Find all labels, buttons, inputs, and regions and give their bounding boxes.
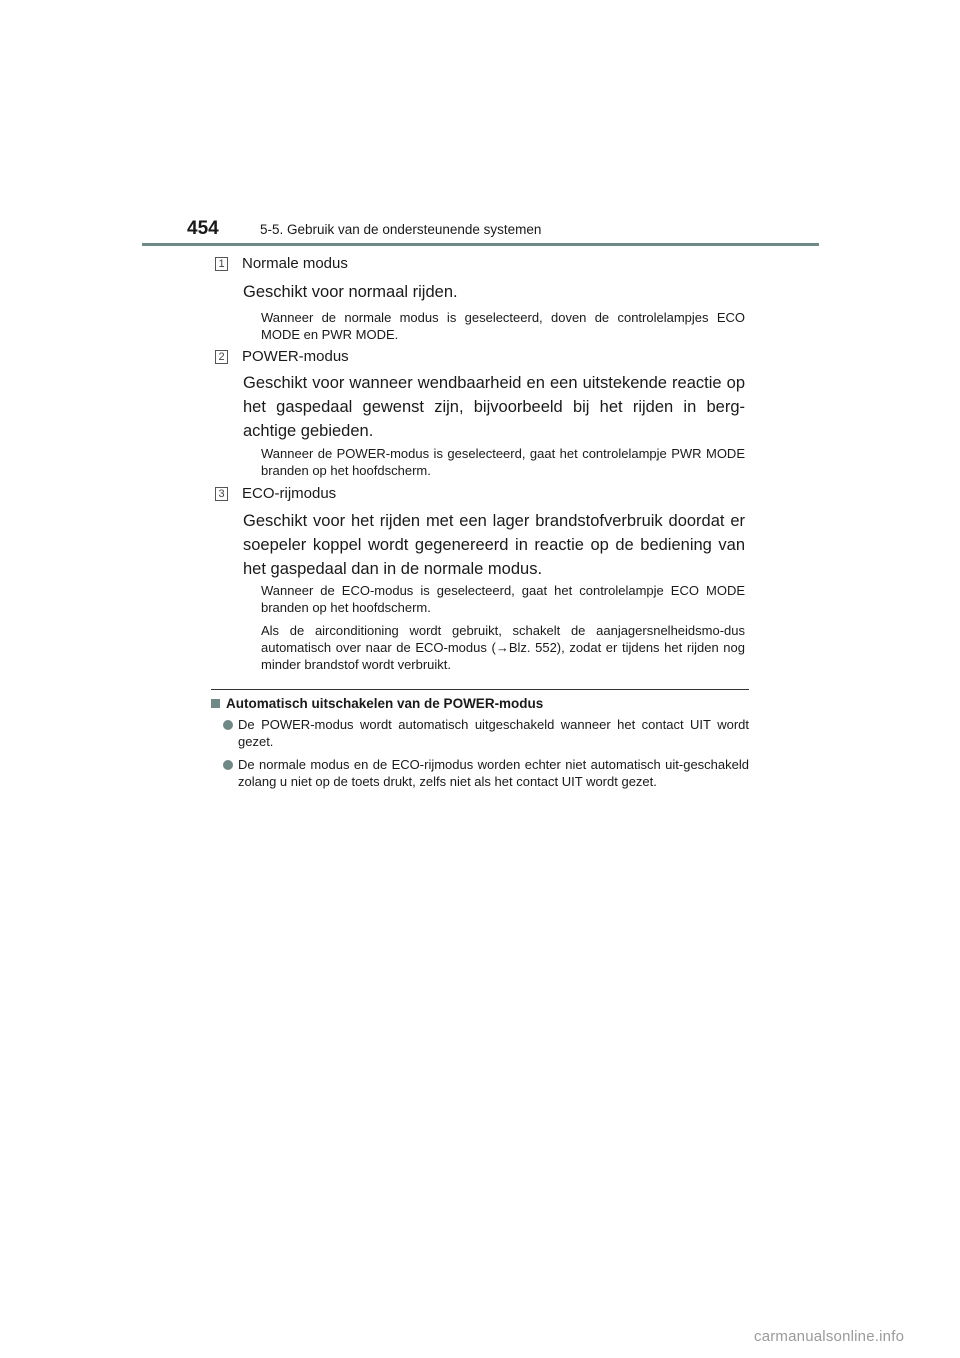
watermark: carmanualsonline.info (754, 1328, 905, 1345)
header-divider (142, 243, 819, 246)
circle-bullet-icon (223, 760, 233, 770)
item-2-heading (215, 348, 349, 365)
item-2-title: POWER-modus (242, 348, 349, 365)
number-1-icon: 1 (215, 257, 228, 271)
bullet-item-1 (223, 716, 749, 750)
number-2-icon: 2 (215, 350, 228, 364)
subsection-title: Automatisch uitschakelen van de POWER-modus (226, 696, 544, 711)
square-bullet-icon (211, 699, 220, 708)
item-1-description: Geschikt voor normaal rijden. (243, 283, 458, 301)
bullet-item-2-text: De normale modus en de ECO-rijmodus worden echter niet automatisch uit-geschakeld zolang u niet op de toets drukt, zelfs niet als het contact UIT wordt gezet. (238, 757, 749, 789)
bullet-item-1-text: De POWER-modus wordt automatisch uitgeschakeld wanneer het contact UIT wordt gezet. (238, 717, 749, 749)
subsection-heading (211, 696, 543, 711)
item-3-note-2: Als de airconditioning wordt gebruikt, schakelt de aanjagersnelheidsmo-dus automatisch over naar de ECO-modus (→Blz. 552), zodat er tijdens het rijden nog minder brandstof wordt verbruikt. (261, 623, 745, 672)
number-3-icon: 3 (215, 487, 228, 501)
item-1-title: Normale modus (242, 255, 348, 272)
item-2-description: Geschikt voor wanneer wendbaarheid en een uitstekende reactie op het gaspedaal gewenst zijn, bijvoorbeeld bij het rijden in berg-achtige gebieden. (243, 374, 745, 440)
item-1-heading (215, 255, 348, 272)
item-3-title: ECO-rijmodus (242, 485, 337, 502)
bullet-item-2 (223, 756, 749, 790)
item-3-heading (215, 485, 336, 502)
page-number: 454 (187, 218, 219, 239)
item-3-note-1: Wanneer de ECO-modus is geselecteerd, gaat het controlelampje ECO MODE branden op het hoofdscherm. (261, 583, 745, 615)
page-header (187, 214, 819, 246)
item-2-note: Wanneer de POWER-modus is geselecteerd, gaat het controlelampje PWR MODE branden op het hoofdscherm. (261, 446, 745, 478)
section-title: 5-5. Gebruik van de ondersteunende systemen (260, 222, 542, 237)
item-3-description: Geschikt voor het rijden met een lager brandstofverbruik doordat er soepeler koppel wordt gegenereerd in reactie op de bediening van het gaspedaal dan in de normale modus. (243, 512, 745, 578)
item-1-note: Wanneer de normale modus is geselecteerd, doven de controlelampjes ECO MODE en PWR MODE. (261, 310, 745, 342)
section-divider (211, 689, 749, 690)
circle-bullet-icon (223, 720, 233, 730)
